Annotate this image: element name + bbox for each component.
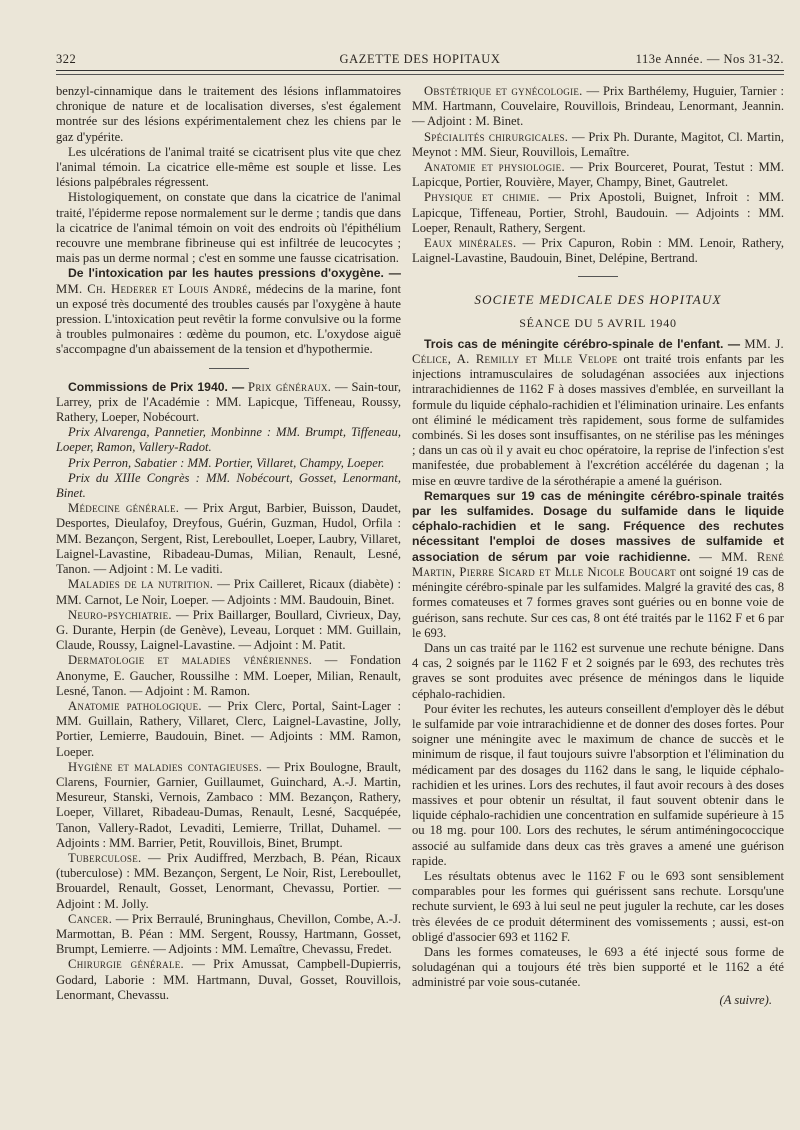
category-label: Chirurgie générale. — [68, 957, 184, 972]
category-body: — Prix Apostoli, Buignet, Infroit : MM. Lapicque, Tiffeneau, Portier, Strohl, Baudouin. — Adjoints : MM. Loeper, Renault, Rathery, Sergent. — [412, 190, 784, 235]
prize-category — [56, 912, 401, 958]
category-label: Maladies de la nutrition. — [68, 577, 214, 592]
article-trois-cas — [412, 337, 784, 489]
right-column — [412, 84, 784, 1008]
category-body: — Prix Baillarger, Boullard, Civrieux, Day, G. Durante, Herpin (de Genève), Leveau, Lorquet : MM. Guillain, Claude, Roussy, Laignel-Lavastine. — Adjoint : M. Patit. — [56, 607, 401, 653]
article-body: ont soigné 19 cas de méningite cérébro-spinale par les sulfamides. Malgré la gravité des cas, 8 formes comateuses et 7 formes graves sont guéries ou en bonne voie de guérison, sans rechute. Sur ces cas, 8 ont été traités par le 1162 F et 6 par le 693. — [412, 564, 784, 640]
category-label: Hygiène et maladies contagieuses. — [68, 759, 263, 774]
category-body: — Prix Amussat, Campbell-Dupierris, Godard, Laborie : MM. Hartmann, Duval, Gosset, Rouvillois, Lenormant, Chevassu. — [56, 957, 401, 1002]
category-label: Spécialités chirurgicales. — [424, 129, 569, 144]
prize-category — [56, 577, 401, 607]
section-separator — [412, 266, 784, 288]
article-body: ont traité trois enfants par les injections intramusculaires de soludagénan associées aux injections intrarachidiennes de 1162 F à doses massives d'emblée, en surveillant la formule du liquide céphalo-rachidien et l'élimination urinaire. Les enfants ont éliminé le médicament très rapidement, sous forme de sulfamides combinés. Si les doses sont insuffisantes, on ne stérilise pas les méninges ; dans un cas où il y avait eu choc opératoire, la reprise de l'infection s'est manifestée, due probablement à l'excrétion accélérée du dagenan ; la mise en œuvre tardive de la sérothérapie a amené la guérison. — [412, 352, 784, 488]
article-heading: Remarques sur 19 cas de méningite cérébro-spinale traités par les sulfamides. Dosage du sulfamide dans le liquide céphalo-rachidien et le sang. Fréquence des rechutes nécessitant l'emploi de doses massives de sulfamide et association de sérum par voie rachidienne. — [412, 488, 784, 564]
category-label: Anatomie pathologique. — [68, 698, 202, 713]
prize-category — [412, 130, 784, 160]
article-heading: Trois cas de méningite cérébro-spinale de l'enfant. — — [424, 336, 741, 351]
session-date: SÉANCE DU 5 AVRIL 1940 — [519, 315, 677, 330]
prize-entry: Prix du XIIIe Congrès : MM. Nobécourt, Gosset, Lenormant, Binet. — [56, 470, 401, 501]
category-label: Médecine générale. — [68, 501, 180, 516]
category-label: Cancer. — [68, 911, 113, 926]
article-remarques — [412, 489, 784, 641]
category-body: — Prix Bourceret, Pourat, Testut : MM. Lapicque, Portier, Rouvière, Mayer, Champy, Binet, Gautrelet. — [412, 160, 784, 190]
article-body: médecins de la marine, font un exposé très documenté des troubles causés par l'oxygène à haute pression. L'intoxication peut revêtir la forme convulsive ou la forme à troubles pulmonaires : œdème du poumon, etc. L'oxydose aiguë s'accompagne d'un abaissement de la tension et d'hypothermie. — [56, 281, 402, 357]
article-authors: — MM. René Martin, Pierre Sicard et Mlle Nicole Boucart — [412, 549, 784, 579]
category-body: — Fondation Anonyme, E. Gaucher, Roussilhe : MM. Loeper, Milian, Renault, Lesné, Tanon. — Adjoint : M. Ramon. — [56, 653, 401, 698]
paragraph: Pour éviter les rechutes, les auteurs conseillent d'employer dès le début le sulfamide par voie intrarachidienne et de donner des doses fortes. Pour soigner une méningite avec le maximum de chance de succès et le minimum de risque, il faut toujours suivre l'absorption et l'élimination du médicament par des dosages du 1162 dans le sang, le liquide céphalo-rachidien et les urines. Lors des rechutes, il faut avoir recours à des doses massives et pour obtenir un résultat, il faut souvent obtenir dans le liquide céphalo-rachidien une concentration en sulfamide supérieure à 15 ou 18 mg. pour 100. Lors des rechutes, le sérum antiméningococcique associé au sulfamide dans deux cas très graves a amené une guérison rapide. — [412, 701, 784, 868]
prize-category — [56, 957, 401, 1003]
to-be-continued: (A suivre). — [719, 992, 772, 1007]
prize-entry: Prix Alvarenga, Pannetier, Monbinne : MM. Brumpt, Tiffeneau, Loeper, Ramon, Vallery-Radot. — [56, 425, 401, 455]
category-body: — Prix Barthélemy, Huguier, Tarnier : MM. Hartmann, Couvelaire, Rouvillois, Brindeau, Lenormant, Jeannin. — Adjoint : M. Binet. — [412, 84, 784, 129]
category-label: Dermatologie et maladies vénériennes. — [68, 653, 313, 668]
header-rule-thin — [56, 74, 784, 75]
prize-category — [412, 160, 784, 190]
commissions-entry — [56, 380, 401, 426]
prize-category — [56, 501, 401, 577]
entry-label: Prix généraux. — [248, 379, 332, 394]
paragraph: benzyl-cinnamique dans le traitement des lésions inflammatoires chronique de nature et de localisation diverses, s'est également montrée sur des lésions expérimentalement chez les chiens par le gaz d'ypérite. — [56, 84, 401, 144]
category-body: — Prix Audiffred, Merzbach, B. Péan, Ricaux (tuberculose) : MM. Bezançon, Sergent, Le Noir, Rist, Lereboullet, Brouardel, Renault, Gosset, Lenormant, Chevassu, Portier. — Adjoint : M. Jolly. — [56, 850, 402, 911]
journal-title: GAZETTE DES HOPITAUX — [339, 52, 501, 66]
entry-body: — Sain-tour, Larrey, prix de l'Académie : MM. Lapicque, Tiffeneau, Roussy, Rathery, Loeper, Nobécourt. — [56, 379, 401, 425]
prize-category — [56, 699, 401, 760]
category-label: Tuberculose. — [68, 850, 142, 865]
category-body: — Prix Cailleret, Ricaux (diabète) : MM. Carnot, Le Noir, Loeper. — Adjoints : MM. Baudouin, Binet. — [56, 577, 401, 607]
category-label: Anatomie et physiologie. — [424, 160, 565, 175]
prize-entry: Prix Perron, Sabatier : MM. Portier, Villaret, Champy, Loeper. — [68, 455, 385, 470]
section-heading: Commissions de Prix 1940. — — [68, 379, 245, 394]
prize-category — [56, 608, 401, 654]
prize-category — [412, 236, 784, 266]
prize-category — [56, 760, 401, 851]
category-label: Eaux minérales. — [424, 236, 517, 251]
article-oxygen — [56, 266, 401, 357]
category-body: — Prix Berraulé, Bruninghaus, Chevillon, Combe, A.-J. Marmottan, B. Péan : MM. Sergent, Roussy, Hartmann, Gosset, Brumpt, Lemierre. — Adjoints : MM. Lemaître, Chevassu, Fredet. — [56, 911, 401, 957]
paragraph: Les ulcérations de l'animal traité se cicatrisent plus vite que chez l'animal témoin. La cicatrice elle-même est souple et lisse. Les lésions palpébrales régressent. — [56, 144, 401, 190]
left-column — [56, 84, 401, 1003]
prize-category — [56, 653, 401, 699]
article-heading: De l'intoxication par les hautes pressions d'oxygène. — — [68, 266, 401, 281]
section-separator — [56, 358, 401, 380]
issue-number: 113e Année. — Nos 31-32. — [635, 52, 784, 66]
society-title: SOCIETE MEDICALE DES HOPITAUX — [474, 292, 722, 308]
page-number: 322 — [56, 52, 77, 66]
prize-category — [412, 84, 784, 130]
category-body: — Prix Clerc, Portal, Saint-Lager : MM. Guillain, Rathery, Villaret, Clerc, Laignel-Lavastine, Jolly, Portier, Lemierre, Baudouin, Binet. — Adjoints : MM. Ramon, Loeper. — [56, 698, 401, 759]
category-body: — Prix Capuron, Robin : MM. Lenoir, Rathery, Laignel-Lavastine, Baudouin, Binet, Delépine, Bertrand. — [412, 236, 784, 266]
article-authors: MM. J. Célice, A. Remilly et Mlle Velope — [412, 336, 784, 367]
article-authors: MM. Ch. Hederer et Louis André, — [56, 281, 252, 296]
category-label: Neuro-psychiatrie. — [68, 607, 172, 622]
running-header — [56, 52, 784, 70]
paragraph: Dans les formes comateuses, le 693 a été injecté sous forme de soludagénan qui a toujours été très bien supporté et le 1162 a été administré par voie sous-cutanée. — [412, 944, 784, 990]
prize-category — [56, 851, 401, 912]
category-body: — Prix Boulogne, Brault, Clarens, Fournier, Garnier, Guillaumet, Guinchard, A.-J. Martin, Mesureur, Stanski, Vernois, Zambaco : MM. Bezançon, Rathery, Loeper, Villaret, Ribadeau-Dumas, Renault, Lesné, Sacquépée, Tanon, Vallery-Radot, Levaditi, Lemierre, Trillat, Duhamel. — Adjoints : MM. Barrier, Petit, Rouvillois, Binet, Brumpt. — [56, 759, 401, 850]
header-rule — [56, 70, 784, 71]
category-body: — Prix Argut, Barbier, Buisson, Daudet, Desportes, Dieulafoy, Dreyfous, Guérin, Guzman, Hudol, Orfila : MM. Bezançon, Sergent, Rist, Lereboullet, Loeper, Laubry, Villaret, Laignel-Lavastine, Ribadeau-Dumas, Milian, Renault, Lesné, Tanon. — Adjoint : M. Le vaditi. — [56, 501, 401, 577]
category-label: Physique et chimie. — [424, 190, 540, 205]
paragraph: Dans un cas traité par le 1162 est survenue une rechute bénigne. Dans 4 cas, 2 soignés par le 1162 F et 2 soignés par le 693, des rechutes très graves se sont produites avec présence de méningos dans le liquide céphalo-rachidien. — [412, 640, 784, 701]
paragraph: Les résultats obtenus avec le 1162 F ou le 693 sont sensiblement comparables pour les formes qui guérissent sans rechute. Lorsqu'une rechute survient, le 693 à lui seul ne peut juguler la rechute, car les doses très élevées de ce produit déterminent des vomissements ; aussi, est-on obligé d'associer 693 et 1162 F. — [412, 868, 784, 944]
category-body: — Prix Ph. Durante, Magitot, Cl. Martin, Meynot : MM. Sieur, Rouvillois, Lemaître. — [412, 129, 785, 159]
paragraph: Histologiquement, on constate que dans la cicatrice de l'animal traité, l'épiderme repose normalement sur le derme ; tandis que dans la cicatrice de l'animal témoin on voit des endroits où l'épithélium recouvre une membrane fibrineuse qui est infiltrée de leucocytes ; mais pas un derme normal ; c'est en somme une fausse cicatrisation. — [56, 190, 401, 266]
prize-category — [412, 190, 784, 236]
category-label: Obstétrique et gynécologie. — [424, 84, 583, 98]
